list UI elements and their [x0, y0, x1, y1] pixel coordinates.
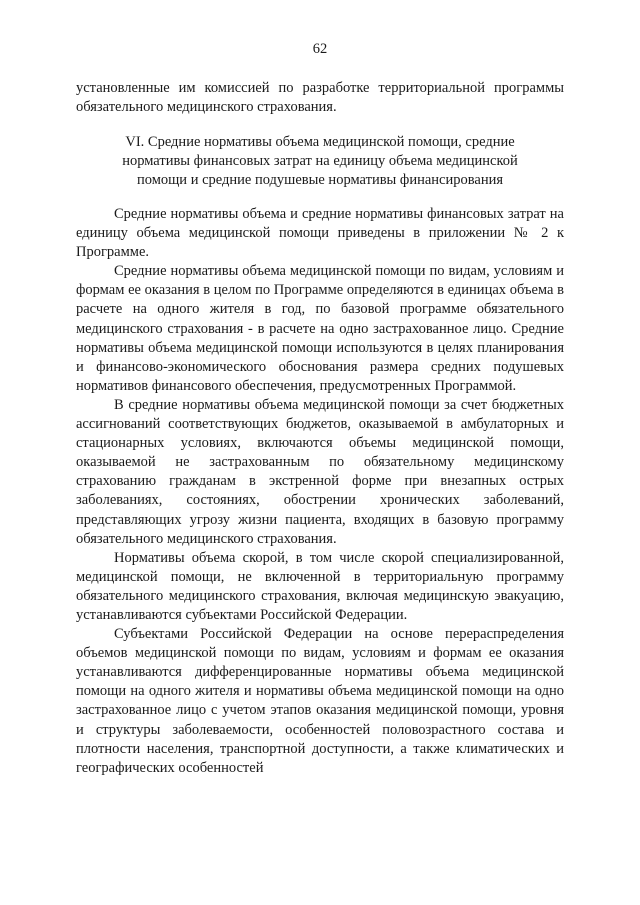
section-heading-line: помощи и средние подушевые нормативы финансирования [136, 172, 504, 189]
paragraph: Субъектами Российской Федерации на основе перераспределения объемов медицинской помощи по видам, условиям и формам ее оказания устанавливаются дифференцированные нормативы объема медицинской помощи на одного жителя и нормативы объема медицинской помощи на одно застрахованное лицо с учетом этапов оказания медицинской помощи, уровня и структуры заболеваемости, особенностей половозрастного состава и плотности населения, транспортной доступности, а также климатических и географических особенностей [76, 626, 564, 776]
section-heading-line: нормативы финансовых затрат на единицу объема медицинской [122, 153, 518, 170]
paragraph: Средние нормативы объема и средние нормативы финансовых затрат на единицу объема медицинской помощи приведены в приложении № 2 к Программе. [76, 206, 564, 261]
page-number: 62 [312, 41, 328, 57]
section-heading [76, 133, 564, 190]
paragraph: Нормативы объема скорой, в том числе скорой специализированной, медицинской помощи, не включенной в территориальную программу обязательного медицинского страхования, включая медицинскую эвакуацию, устанавливаются субъектами Российской Федерации. [76, 549, 564, 623]
section-heading-line: VI. Средние нормативы объема медицинской помощи, средние [125, 134, 515, 150]
paragraph: В средние нормативы объема медицинской помощи за счет бюджетных ассигнований соответствующих бюджетов, оказываемой в амбулаторных и стационарных условиях, включаются объемы медицинской помощи, оказываемой не застрахованным по обязательному медицинскому страхованию гражданам в экстренной форме при внезапных острых заболеваниях, состояниях, обострении хронических заболеваний, представляющих угрозу жизни пациента, входящих в базовую программу обязательного медицинского страхования. [76, 396, 564, 547]
body-text [76, 205, 564, 778]
intro-paragraph: установленные им комиссией по разработке территориальной программы обязательного медицинского страхования. [76, 80, 564, 116]
paragraph: Средние нормативы объема медицинской помощи по видам, условиям и формам ее оказания в целом по Программе определяются в единицах объема в расчете на одного жителя в год, по базовой программе обязательного медицинского страхования - в расчете на одно застрахованное лицо. Средние нормативы объема медицинской помощи используются в целях планирования и финансово-экономического обоснования размера средних подушевых нормативов финансового обеспечения, предусмотренных Программой. [76, 263, 564, 394]
